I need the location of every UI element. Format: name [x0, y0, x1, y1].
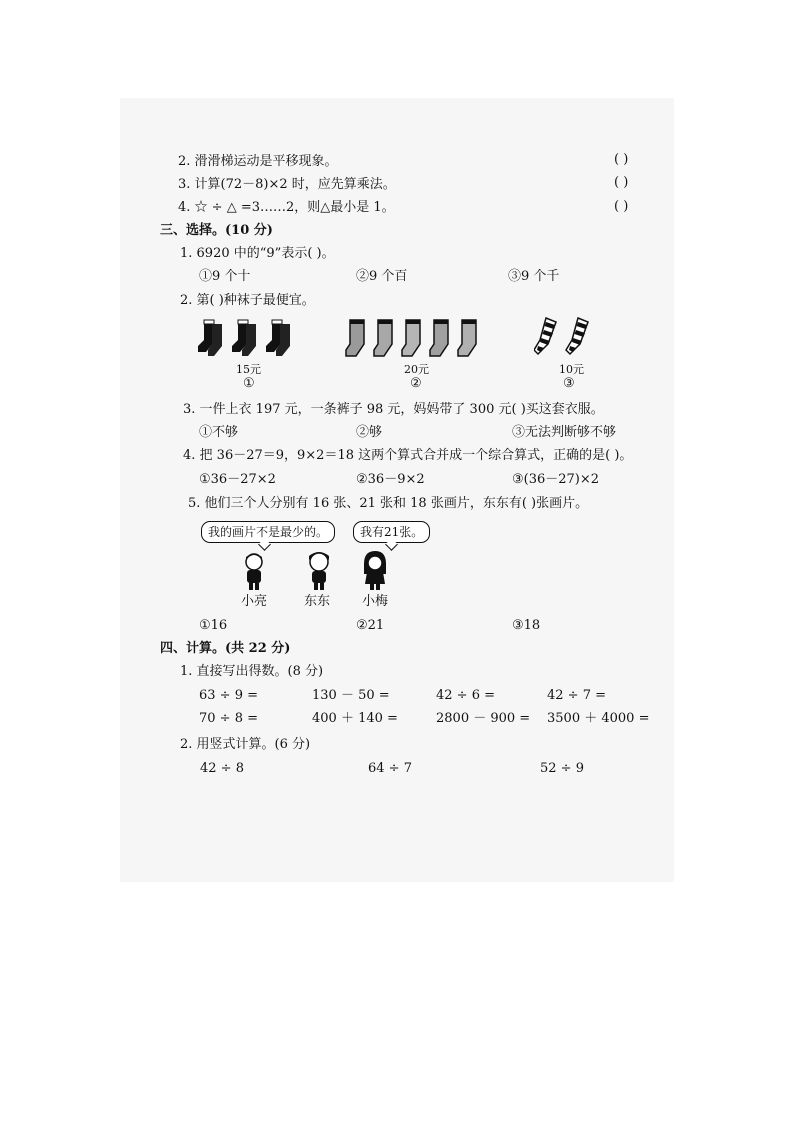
- option[interactable]: ②9 个百: [356, 269, 408, 284]
- judge-item-3: 3. 计算(72－8)×2 时，应先算乘法。: [178, 177, 396, 192]
- child-name: 东东: [304, 594, 331, 609]
- option[interactable]: ③18: [512, 618, 541, 633]
- choice-q2-stem: 2. 第( )种袜子最便宜。: [180, 293, 315, 308]
- girl-xiaomei-icon: [361, 550, 389, 592]
- answer-paren[interactable]: ( ): [614, 175, 629, 190]
- speech-bubble: 我的画片不是最少的。: [201, 521, 335, 543]
- option[interactable]: ②36－9×2: [356, 472, 425, 487]
- sock-price: 20元: [404, 363, 429, 376]
- option[interactable]: ①不够: [199, 425, 239, 440]
- calc-item: 130 － 50 =: [312, 688, 390, 703]
- speech-bubble: 我有21张。: [353, 521, 430, 543]
- judge-item-4: 4. ☆ ÷ △ =3……2，则△最小是 1。: [178, 200, 395, 215]
- child-name: 小亮: [241, 594, 268, 609]
- sock-group-3-icon: [534, 316, 606, 362]
- boy-xiaoliang-icon: [240, 552, 268, 592]
- judge-item-2: 2. 滑滑梯运动是平移现象。: [178, 154, 338, 169]
- calc-item: 400 ＋ 140 =: [312, 711, 398, 726]
- option[interactable]: ③无法判断够不够: [512, 425, 617, 440]
- choice-q5-stem: 5. 他们三个人分别有 16 张、21 张和 18 张画片，东东有( )张画片。: [188, 496, 589, 511]
- section-heading-calc: 四、计算。(共 22 分): [160, 641, 291, 656]
- option[interactable]: ③(36－27)×2: [512, 472, 600, 487]
- option[interactable]: ②够: [356, 425, 383, 440]
- sock-group-2-icon: [344, 318, 492, 360]
- calc-item: 70 ÷ 8 =: [199, 711, 258, 726]
- choice-q1-stem: 1. 6920 中的“9”表示( )。: [180, 246, 335, 261]
- sock-group-1-icon: [196, 316, 308, 360]
- answer-paren[interactable]: ( ): [614, 152, 629, 167]
- calc-sub1: 1. 直接写出得数。(8 分): [180, 664, 324, 679]
- option[interactable]: ③9 个千: [508, 269, 560, 284]
- option[interactable]: ①9 个十: [199, 269, 251, 284]
- option[interactable]: ②: [410, 376, 422, 391]
- vertical-calc-item: 42 ÷ 8: [200, 761, 244, 776]
- vertical-calc-item: 64 ÷ 7: [368, 761, 412, 776]
- answer-paren[interactable]: ( ): [614, 199, 629, 214]
- option[interactable]: ①16: [199, 618, 228, 633]
- section-heading-choice: 三、选择。(10 分): [160, 223, 273, 238]
- calc-item: 63 ÷ 9 =: [199, 688, 258, 703]
- option[interactable]: ③: [563, 376, 575, 391]
- calc-item: 42 ÷ 6 =: [436, 688, 495, 703]
- boy-dongdong-icon: [304, 550, 334, 592]
- option[interactable]: ①36－27×2: [199, 472, 276, 487]
- calc-item: 42 ÷ 7 =: [547, 688, 606, 703]
- child-name: 小梅: [362, 594, 389, 609]
- option[interactable]: ②21: [356, 618, 385, 633]
- sock-price: 10元: [559, 363, 584, 376]
- sock-price: 15元: [236, 363, 261, 376]
- calc-item: 2800 － 900 =: [436, 711, 531, 726]
- choice-q4-stem: 4. 把 36－27＝9，9×2＝18 这两个算式合并成一个综合算式，正确的是( )。: [183, 448, 633, 463]
- option[interactable]: ①: [243, 376, 255, 391]
- calc-item: 3500 ＋ 4000 =: [547, 711, 650, 726]
- vertical-calc-item: 52 ÷ 9: [540, 761, 584, 776]
- choice-q3-stem: 3. 一件上衣 197 元，一条裤子 98 元，妈妈带了 300 元( )买这套衣服。: [183, 402, 604, 417]
- calc-sub2: 2. 用竖式计算。(6 分): [180, 737, 311, 752]
